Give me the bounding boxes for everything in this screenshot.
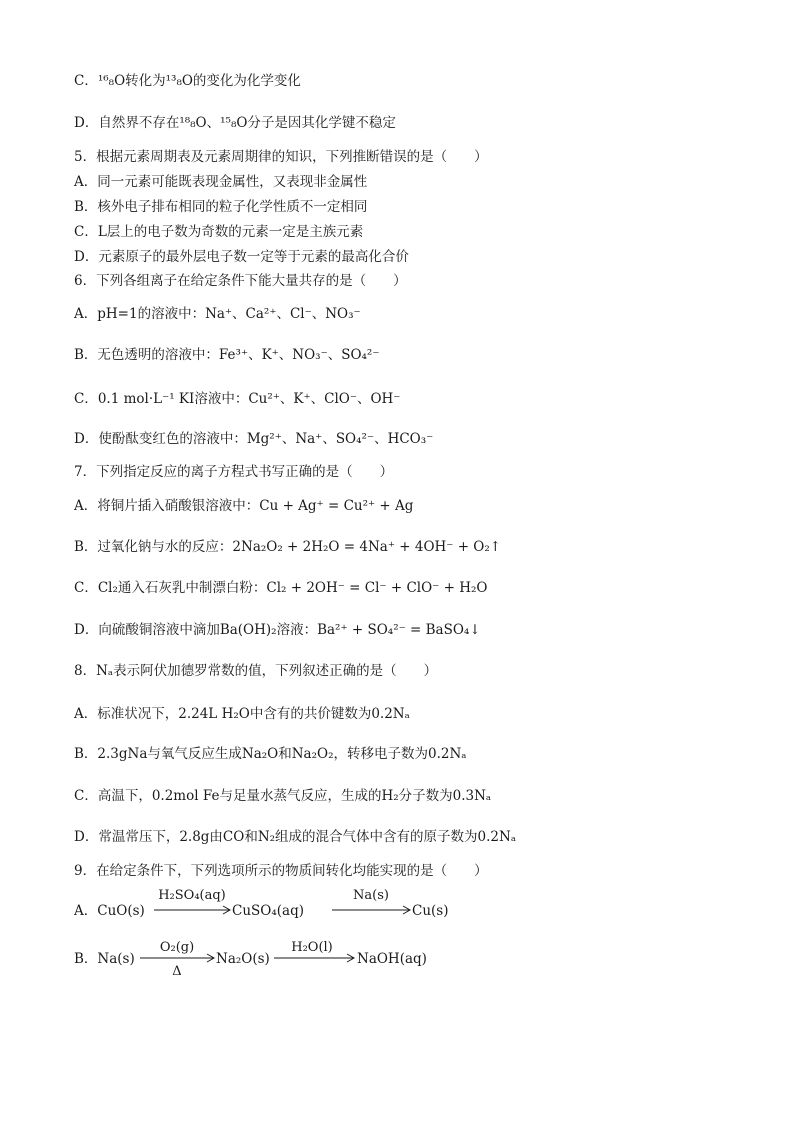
option-5d: D．元素原子的最外层电子数一定等于元素的最高化合价 [74, 249, 409, 265]
option-5a: A．同一元素可能既表现金属性，又表现非金属性 [74, 174, 368, 190]
option-6d: D．使酚酞变红色的溶液中：Mg²⁺、Na⁺、SO₄²⁻、HCO₃⁻ [74, 431, 434, 447]
reaction-9a-condition-2: Na(s) [353, 888, 389, 903]
option-8d: D．常温常压下，2.8g由CO和N₂组成的混合气体中含有的原子数为0.2Nₐ [74, 829, 517, 845]
arrow-icon [154, 906, 230, 914]
reaction-9b-condition-1: O₂(g) [159, 940, 195, 955]
option-5b: B．核外电子排布相同的粒子化学性质不一定相同 [74, 199, 368, 215]
reaction-9b-end: NaOH(aq) [357, 951, 427, 967]
reaction-9a-start: A．CuO(s) [74, 903, 145, 919]
option-4d: D．自然界不存在¹⁸₈O、¹⁵₈O分子是因其化学键不稳定 [74, 115, 396, 131]
reaction-9a [74, 885, 494, 925]
option-5c: C．L层上的电子数为奇数的元素一定是主族元素 [74, 224, 364, 240]
question-5: 5．根据元素周期表及元素周期律的知识，下列推断错误的是（ ） [74, 149, 488, 165]
option-6b: B．无色透明的溶液中：Fe³⁺、K⁺、NO₃⁻、SO₄²⁻ [74, 347, 380, 363]
arrow-icon [332, 906, 410, 914]
option-7b: B．过氧化钠与水的反应：2Na₂O₂ + 2H₂O = 4Na⁺ + 4OH⁻ + O₂↑ [74, 539, 502, 555]
reaction-9b-start: B．Na(s) [74, 951, 135, 967]
option-4c: C．¹⁶₈O转化为¹³₈O的变化为化学变化 [74, 73, 301, 89]
option-8c: C．高温下，0.2mol Fe与足量水蒸气反应，生成的H₂分子数为0.3Nₐ [74, 788, 492, 804]
reaction-9b [74, 935, 494, 983]
reaction-9a-condition-1: H₂SO₄(aq) [158, 888, 226, 903]
option-8a: A．标准状况下，2.24L H₂O中含有的共价键数为0.2Nₐ [74, 706, 410, 722]
option-6c: C．0.1 mol·L⁻¹ KI溶液中：Cu²⁺、K⁺、ClO⁻、OH⁻ [74, 391, 401, 407]
question-7: 7．下列指定反应的离子方程式书写正确的是（ ） [74, 464, 394, 480]
option-7c: C．Cl₂通入石灰乳中制漂白粉：Cl₂ + 2OH⁻ = Cl⁻ + ClO⁻ + H₂O [74, 580, 488, 596]
reaction-9b-condition-2: H₂O(l) [291, 940, 333, 955]
reaction-9b-heat: Δ [172, 964, 182, 979]
reaction-9a-mid: CuSO₄(aq) [232, 903, 304, 919]
question-8: 8．Nₐ表示阿伏加德罗常数的值，下列叙述正确的是（ ） [74, 663, 438, 679]
option-6a: A．pH=1的溶液中：Na⁺、Ca²⁺、Cl⁻、NO₃⁻ [74, 306, 361, 322]
option-7d: D．向硫酸铜溶液中滴加Ba(OH)₂溶液：Ba²⁺ + SO₄²⁻ = BaSO₄↓ [74, 622, 481, 638]
reaction-9b-mid: Na₂O(s) [216, 951, 270, 967]
reaction-9a-end: Cu(s) [412, 903, 449, 919]
question-9: 9．在给定条件下，下列选项所示的物质间转化均能实现的是（ ） [74, 863, 488, 879]
option-7a: A．将铜片插入硝酸银溶液中：Cu + Ag⁺ = Cu²⁺ + Ag [74, 498, 414, 514]
option-8b: B．2.3gNa与氧气反应生成Na₂O和Na₂O₂，转移电子数为0.2Nₐ [74, 746, 467, 762]
arrow-icon [140, 954, 214, 962]
arrow-icon [274, 954, 354, 962]
question-6: 6．下列各组离子在给定条件下能大量共存的是（ ） [74, 273, 407, 289]
